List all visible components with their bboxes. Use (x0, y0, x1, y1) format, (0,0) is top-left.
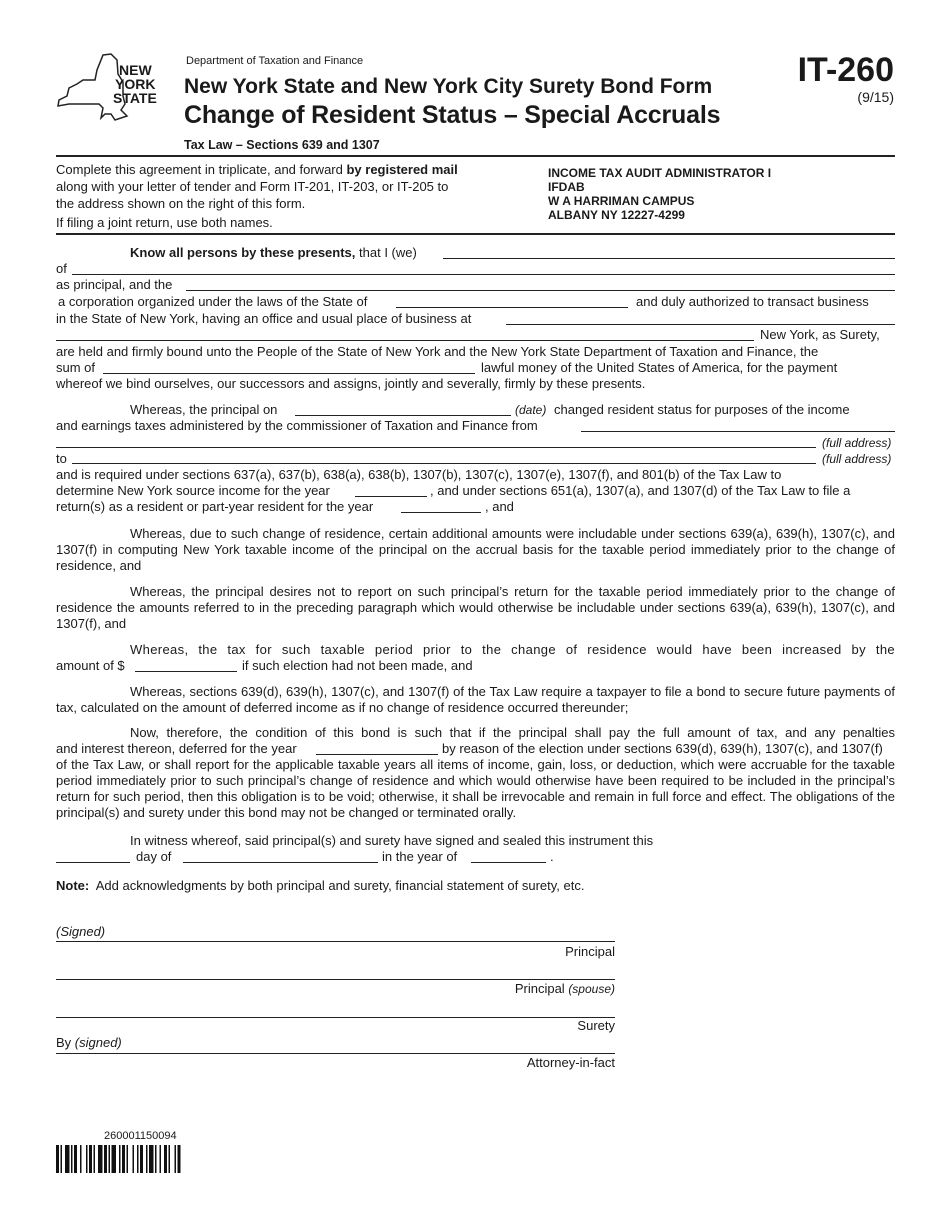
barcode-bar (89, 1145, 92, 1173)
whereas4-a: Whereas, the tax for such taxable period prior to the change of residence would have been increased by the (130, 642, 895, 657)
sum-amount-field[interactable] (103, 373, 475, 374)
principal-spouse-word: Principal (514, 981, 565, 996)
instructions (56, 161, 466, 212)
form-revision: (9/15) (857, 89, 894, 105)
surety-signature-label: Surety (577, 1018, 615, 1033)
address-line2: IFDAB (548, 180, 585, 194)
whereas4-b: amount of $ (56, 658, 125, 673)
day-of-label: day of (136, 849, 172, 864)
barcode-bar (71, 1145, 73, 1173)
barcode-bar (164, 1145, 167, 1173)
address-line4: ALBANY NY 12227-4299 (548, 208, 685, 222)
full-address-label-2: (full address) (822, 452, 892, 466)
whereas1-e1: determine New York source income for the year (56, 483, 330, 498)
deferred-year-field[interactable] (316, 754, 438, 755)
joint-return-note: If filing a joint return, use both names. (56, 215, 273, 230)
tax-law-subtitle: Tax Law – Sections 639 and 1307 (184, 138, 380, 152)
whereas4-c: if such election had not been made, and (242, 658, 473, 673)
signed-label: (Signed) (56, 924, 106, 939)
office-text: in the State of New York, having an office and usual place of business at (56, 311, 472, 326)
principal-signature-line[interactable] (56, 941, 615, 942)
condition-b2: by reason of the election under sections 639(d), 639(h), 1307(c), and 1307(f) (442, 741, 883, 756)
spouse-signature-line[interactable] (56, 979, 615, 980)
barcode-bar (109, 1145, 111, 1173)
barcode-bar (65, 1145, 70, 1173)
year-of-label: in the year of (382, 849, 458, 864)
barcode-bar (169, 1145, 171, 1173)
barcode-bar (160, 1145, 162, 1173)
know-bold: Know all persons by these presents, (130, 245, 356, 260)
by-signed-word: (signed) (74, 1035, 122, 1050)
date-label: (date) (515, 403, 547, 417)
department-label: Department of Taxation and Finance (186, 55, 364, 67)
barcode-bar (61, 1145, 63, 1173)
witness-day-field[interactable] (56, 862, 130, 863)
whereas1-a: Whereas, the principal on (130, 402, 278, 417)
witness-year-field[interactable] (471, 862, 546, 863)
note-text: Add acknowledgments by both principal and surety, financial statement of surety, etc. (95, 878, 585, 893)
held-bound-text: are held and firmly bound unto the People of the State of New York and the New York State Department of Taxation and Finance, the (56, 344, 819, 359)
barcode-bar (98, 1145, 103, 1173)
spouse-word: (spouse) (568, 982, 615, 996)
barcode-bar (178, 1145, 181, 1173)
by-word: By (56, 1035, 72, 1050)
barcode-bar (94, 1145, 96, 1173)
form-title-line2: Change of Resident Status – Special Accruals (184, 101, 721, 129)
principal-name-field[interactable] (443, 258, 895, 259)
whereas2-paragraph: Whereas, due to such change of residence, certain additional amounts were includable under sections 639(a), 639(h), 1307(c), and 1307(f) in computing New York taxable income of the principal on the accrual basis for the taxable period immediately prior to the change of residence, and (56, 526, 895, 573)
corporation-text-a: a corporation organized under the laws of the State of (58, 294, 368, 309)
attorney-signature-line[interactable] (56, 1053, 615, 1054)
form-number: IT-260 (797, 51, 894, 89)
principal-spouse-label (515, 981, 615, 997)
barcode-bar (122, 1145, 125, 1173)
barcode-bar (56, 1145, 59, 1173)
ny-state-logo (55, 52, 167, 124)
barcode-bar (146, 1145, 148, 1173)
barcode-bar (127, 1145, 129, 1173)
whereas1-f2: , and (485, 499, 514, 514)
of-label: of (56, 261, 67, 276)
witness-period: . (550, 849, 554, 864)
barcode-bar (133, 1145, 135, 1173)
address-line3: W A HARRIMAN CAMPUS (548, 194, 695, 208)
form-title-line1: New York State and New York City Surety Bond Form (184, 75, 713, 98)
note-label: Note: (56, 878, 90, 893)
by-signed-label (56, 1035, 122, 1051)
whereas5-paragraph: Whereas, sections 639(d), 639(h), 1307(c), and 1307(f) of the Tax Law require a taxpayer to file a bond to secure future payments of tax, calculated on the amount of deferred income as if no change of residence occurred thereunder; (56, 684, 895, 715)
principal-label: Principal (565, 944, 615, 959)
whereas1-e2: , and under sections 651(a), 1307(a), and 1307(d) of the Tax Law to file a (430, 483, 851, 498)
change-date-field[interactable] (295, 415, 511, 416)
barcode (56, 1145, 240, 1173)
barcode-bar (137, 1145, 139, 1173)
whereas1-b: changed resident status for purposes of the income (554, 402, 850, 417)
attorney-in-fact-label: Attorney-in-fact (526, 1055, 615, 1070)
sum-of-label: sum of (56, 360, 96, 375)
condition-rest: of the Tax Law, or shall report for the applicable taxable years all items of income, gain, loss, or deduction, which were accruable for the taxable period immediately prior to such principal’s change of residence and which would otherwise have been required to be included in the principal’s return for such period, then this obligation is to be void; otherwise, it shall be irrevocable and remain in full force and effect. The obligations of the principal(s) and surety under this bond may not be changed or terminated orally. (56, 757, 895, 820)
to-address-field[interactable] (72, 463, 816, 464)
whereas3-paragraph: Whereas, the principal desires not to report on such principal’s return for the taxable period immediately prior to the change of residence the amounts referred to in the preceding paragraph which would otherwise be includable under sections 639(a), 639(h), 1307(c), and 1307(f), and (56, 584, 895, 631)
barcode-bar (104, 1145, 107, 1173)
instructions-rule (56, 233, 895, 235)
barcode-bar (86, 1145, 88, 1173)
instructions-registered-mail: by registered mail (346, 162, 458, 177)
as-principal-label: as principal, and the (56, 277, 173, 292)
whereas1-d: and is required under sections 637(a), 637(b), 638(a), 638(b), 1307(b), 1307(c), 1307(e), 1307(f), and 801(b) of the Tax Law to (56, 467, 782, 482)
mailing-address (548, 166, 771, 222)
instructions-text-b: along with your letter of tender and Form IT-201, IT-203, or IT-205 to the address shown on the right of this form. (56, 179, 449, 211)
from-address-field[interactable] (581, 431, 895, 432)
know-all-persons (130, 245, 417, 261)
resident-year-field[interactable] (401, 512, 481, 513)
barcode-bar (140, 1145, 143, 1173)
surety-signature-line[interactable] (56, 1017, 615, 1018)
office-address-field[interactable] (506, 324, 895, 325)
office-address-field-2[interactable] (56, 340, 754, 341)
surety-company-field[interactable] (186, 290, 895, 291)
know-rest: that I (we) (355, 245, 417, 260)
note (56, 878, 584, 894)
corporation-text-b: and duly authorized to transact business (636, 294, 869, 309)
barcode-bar (112, 1145, 117, 1173)
logo-text: NEW YORK STATE (113, 62, 157, 106)
condition-b1: and interest thereon, deferred for the year (56, 741, 297, 756)
barcode-bar (149, 1145, 154, 1173)
whereas1-c: and earnings taxes administered by the commissioner of Taxation and Finance from (56, 418, 538, 433)
barcode-bar (74, 1145, 77, 1173)
barcode-bar (175, 1145, 177, 1173)
barcode-bar (119, 1145, 121, 1173)
barcode-bar (80, 1145, 82, 1173)
lawful-money-text: lawful money of the United States of America, for the payment (481, 360, 838, 375)
whereof-text: whereof we bind ourselves, our successors and assigns, jointly and severally, firmly by these presents. (56, 376, 646, 391)
witness-month-field[interactable] (183, 862, 378, 863)
instructions-text-a: Complete this agreement in triplicate, and forward (56, 162, 347, 177)
surety-label: New York, as Surety, (760, 327, 880, 342)
address-line1: INCOME TAX AUDIT ADMINISTRATOR I (548, 166, 772, 180)
to-label: to (56, 451, 67, 466)
header-rule (56, 155, 895, 157)
barcode-bar (155, 1145, 157, 1173)
source-income-year-field[interactable] (355, 496, 427, 497)
barcode-number: 260001150094 (104, 1130, 177, 1142)
from-address-field-2[interactable] (56, 447, 816, 448)
condition-a: Now, therefore, the condition of this bond is such that if the principal shall pay the full amount of tax, and any penalties (130, 725, 895, 740)
witness-text: In witness whereof, said principal(s) and surety have signed and sealed this instrument this (130, 833, 654, 848)
tax-increase-amount-field[interactable] (135, 671, 237, 672)
principal-address-field[interactable] (72, 274, 895, 275)
full-address-label-1: (full address) (822, 436, 892, 450)
state-of-incorporation-field[interactable] (396, 307, 628, 308)
whereas1-f1: return(s) as a resident or part-year resident for the year (56, 499, 374, 514)
